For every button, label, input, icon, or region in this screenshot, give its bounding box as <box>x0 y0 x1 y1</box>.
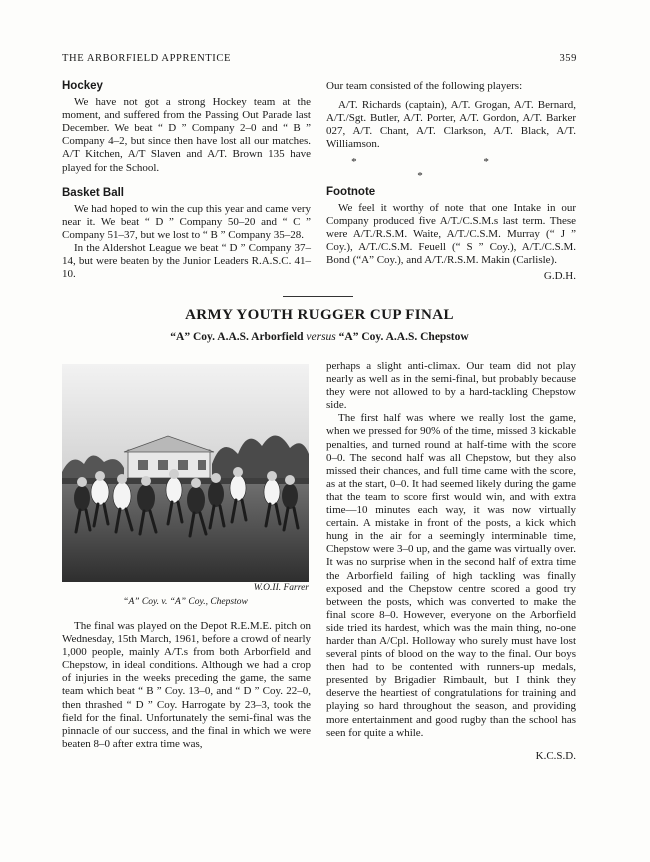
article-para-2: The first half was where we really lost the game, when we pressed for 90% of the time, missed 3 kickable penalties, and turned round at half-time with the score 0–0. The second half was all Chepstow, but they also missed their chances, and full time came with the score, as at the start, 0–0. It had seemed likely during the game that the team to score first would win, and with extra time—10 minutes each way, it was now virtually certain. A mistake in front of the posts, a kick which hung in the air for a seemingly interminable time, Chepstow were 3–0 up, and the game was virtually over. It was no surprise when in the second half of extra time the Arborfield failing of high tackling was finally exposed and the Chepstow centre scored a good try between the posts, which was converted to make the final score 8–0. However, everyone on the Arborfield side tried its hardest, which was the main thing, no-one harder than A/Cpl. Holloway who surely must have lost several pints of blood on the way to the final. Our boys then had to be contented with runners-up medals, presented by Brigadier Rimbault, but I think they deserve the heartiest of congratulations for training and playing so hard throughout the season, and providing more entertainment and good rugby than the school has seen for quite a while. <box>326 412 576 739</box>
article-title: ARMY YOUTH RUGGER CUP FINAL <box>185 307 454 323</box>
article-para-1: The final was played on the Depot R.E.M.E. pitch on Wednesday, 15th March, 1961, before a crowd of nearly 1,000 people, mainly A/T.s from both Arborfield and Chepstow, in ideal conditions. Although we had a crop of injuries in the weeks preceding the game, the same team which beat “ B ” Coy. 13–0, and “ D ” Coy. 22–0, then thrashed “ D ” Coy. Harrogate by 23–3, took the field for the final. Unfortunately the semi-final was the pinnacle of our success, and the final in which we were beaten 8–0 after extra time was, <box>62 620 311 750</box>
photo-credit: W.O.II. Farrer <box>253 583 309 593</box>
photo-illustration <box>62 364 309 582</box>
footnote-heading: Footnote <box>326 185 376 198</box>
top-right-column <box>326 80 576 283</box>
rugby-match-photo <box>62 364 309 582</box>
top-left-column <box>62 80 311 281</box>
article-signature: K.C.S.D. <box>535 749 576 762</box>
article-left-column <box>62 620 311 751</box>
basketball-heading: Basket Ball <box>62 186 125 199</box>
running-header <box>62 53 577 64</box>
article-subtitle <box>62 331 577 343</box>
hockey-text: We have not got a strong Hockey team at the moment, and suffered from the Passing Out Parade last December. We beat “ D ” Company 2–0 and “ B ” Company 4–2, but since then have lost all our matches. A/T Kitchen, A/T Slaven and A/T. Brown 135 have played for the School. <box>62 96 311 174</box>
basketball-para-2: In the Aldershot League we beat “ D ” Company 37–14, but were beaten by the Junior Leaders R.A.S.C. 41–10. <box>62 242 311 281</box>
subtitle-versus: versus <box>306 331 336 343</box>
subtitle-away-team: “A” Coy. A.A.S. Chepstow <box>338 331 469 343</box>
team-players: A/T. Richards (captain), A/T. Grogan, A/T. Bernard, A/T./Sgt. Butler, A/T. Porter, A/T. Gordon, A/T. Barker 027, A/T. Chant, A/T. Clarkson, A/T. Black, A/T. Williamson. <box>326 99 576 151</box>
subtitle-home-team: “A” Coy. A.A.S. Arborfield <box>170 331 304 343</box>
running-title: THE ARBORFIELD APPRENTICE <box>62 53 232 64</box>
team-intro: Our team consisted of the following players: <box>326 80 523 92</box>
footnote-text: We feel it worthy of note that one Intake in our Company produced five A/T./C.S.M.s last term. These were A/T./R.S.M. Waite, A/T./C.S.M. Murray (“ J ” Coy.), A/T./C.S.M. Feuell (“ S ” Coy.), A/T./C.S.M. Bond (“A” Coy.), and A/T./R.S.M. Makin (Carlisle). <box>326 201 576 267</box>
footnote-signature: G.D.H. <box>543 270 576 283</box>
section-separator: * * * <box>351 156 551 182</box>
article-right-column <box>326 360 576 763</box>
basketball-para-1: We had hoped to win the cup this year and came very near it. We beat “ D ” Company 50–20 and “ C ” Company 51–37, but we lost to “ B ” Company 35–28. <box>62 202 311 241</box>
hockey-heading: Hockey <box>62 80 103 92</box>
article-para-1-continued: perhaps a slight anti-climax. Our team did not play nearly as well as in the semi-final, but probably because they were not allowed to by a hard-tackling Chepstow side. <box>326 360 576 412</box>
page-number: 359 <box>559 53 577 64</box>
section-divider <box>283 296 353 297</box>
photo-caption: “A” Coy. v. “A” Coy., Chepstow <box>123 597 248 607</box>
